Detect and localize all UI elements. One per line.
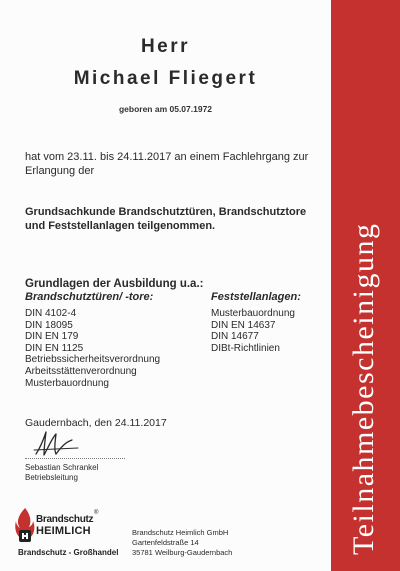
course-topic: Grundsachkunde Brandschutztüren, Brandschutztore und Feststellanlagen teilgenommen. [25,206,307,232]
logo-brand-line2: HEIMLICH [36,525,91,537]
birth-date: geboren am 05.07.1972 [118,104,213,114]
column-heading-doors: Brandschutztüren/ -tore: [25,291,154,303]
logo-registered: ® [94,510,99,516]
recipient-name: Michael Fliegert [73,68,258,89]
list-item: Musterbauordnung [25,377,109,389]
company-street: Gartenfeldstraße 14 [132,538,199,547]
column-heading-hold-open: Feststellanlagen: [211,291,301,303]
logo-brand-line1: Brandschutz [36,514,94,525]
course-text: hat vom 23.11. bis 24.11.2017 an einem Fachlehrgang zur Erlangung der [25,151,309,177]
signature-line [25,458,125,459]
list-item: Musterbauordnung [211,308,295,319]
company-name: Brandschutz Heimlich GmbH [132,528,229,537]
list-item: DIN EN 179 [25,331,79,343]
list-hold-open [211,308,295,354]
list-item: DIN EN 1125 [25,342,84,354]
list-item: DIBt-Richtlinien [211,342,280,354]
signer-block [25,463,98,483]
salutation: Herr [140,36,191,57]
list-item: Betriebssicherheitsverordnung [25,354,161,366]
list-doors [25,308,160,389]
signer-role: Betriebsleitung [25,473,78,482]
signer-name: Sebastian Schrankel [25,463,99,472]
company-address [132,528,232,558]
handwritten-signature [32,428,84,458]
flame-icon [14,506,36,544]
company-city: 35781 Weilburg-Gaudernbach [132,548,233,557]
side-title: Teilnahmebescheinigung [347,222,380,555]
list-item: DIN EN 14637 [211,319,276,331]
place-date: Gaudernbach, den 24.11.2017 [25,417,167,429]
list-item: DIN 14677 [211,331,259,343]
logo-subline: Brandschutz - Großhandel [18,548,119,557]
list-item: DIN 4102-4 [25,308,77,319]
list-item: DIN 18095 [25,319,73,331]
basics-heading: Grundlagen der Ausbildung u.a.: [25,278,204,290]
company-logo [14,504,119,558]
list-item: Arbeitsstättenverordnung [25,365,137,377]
